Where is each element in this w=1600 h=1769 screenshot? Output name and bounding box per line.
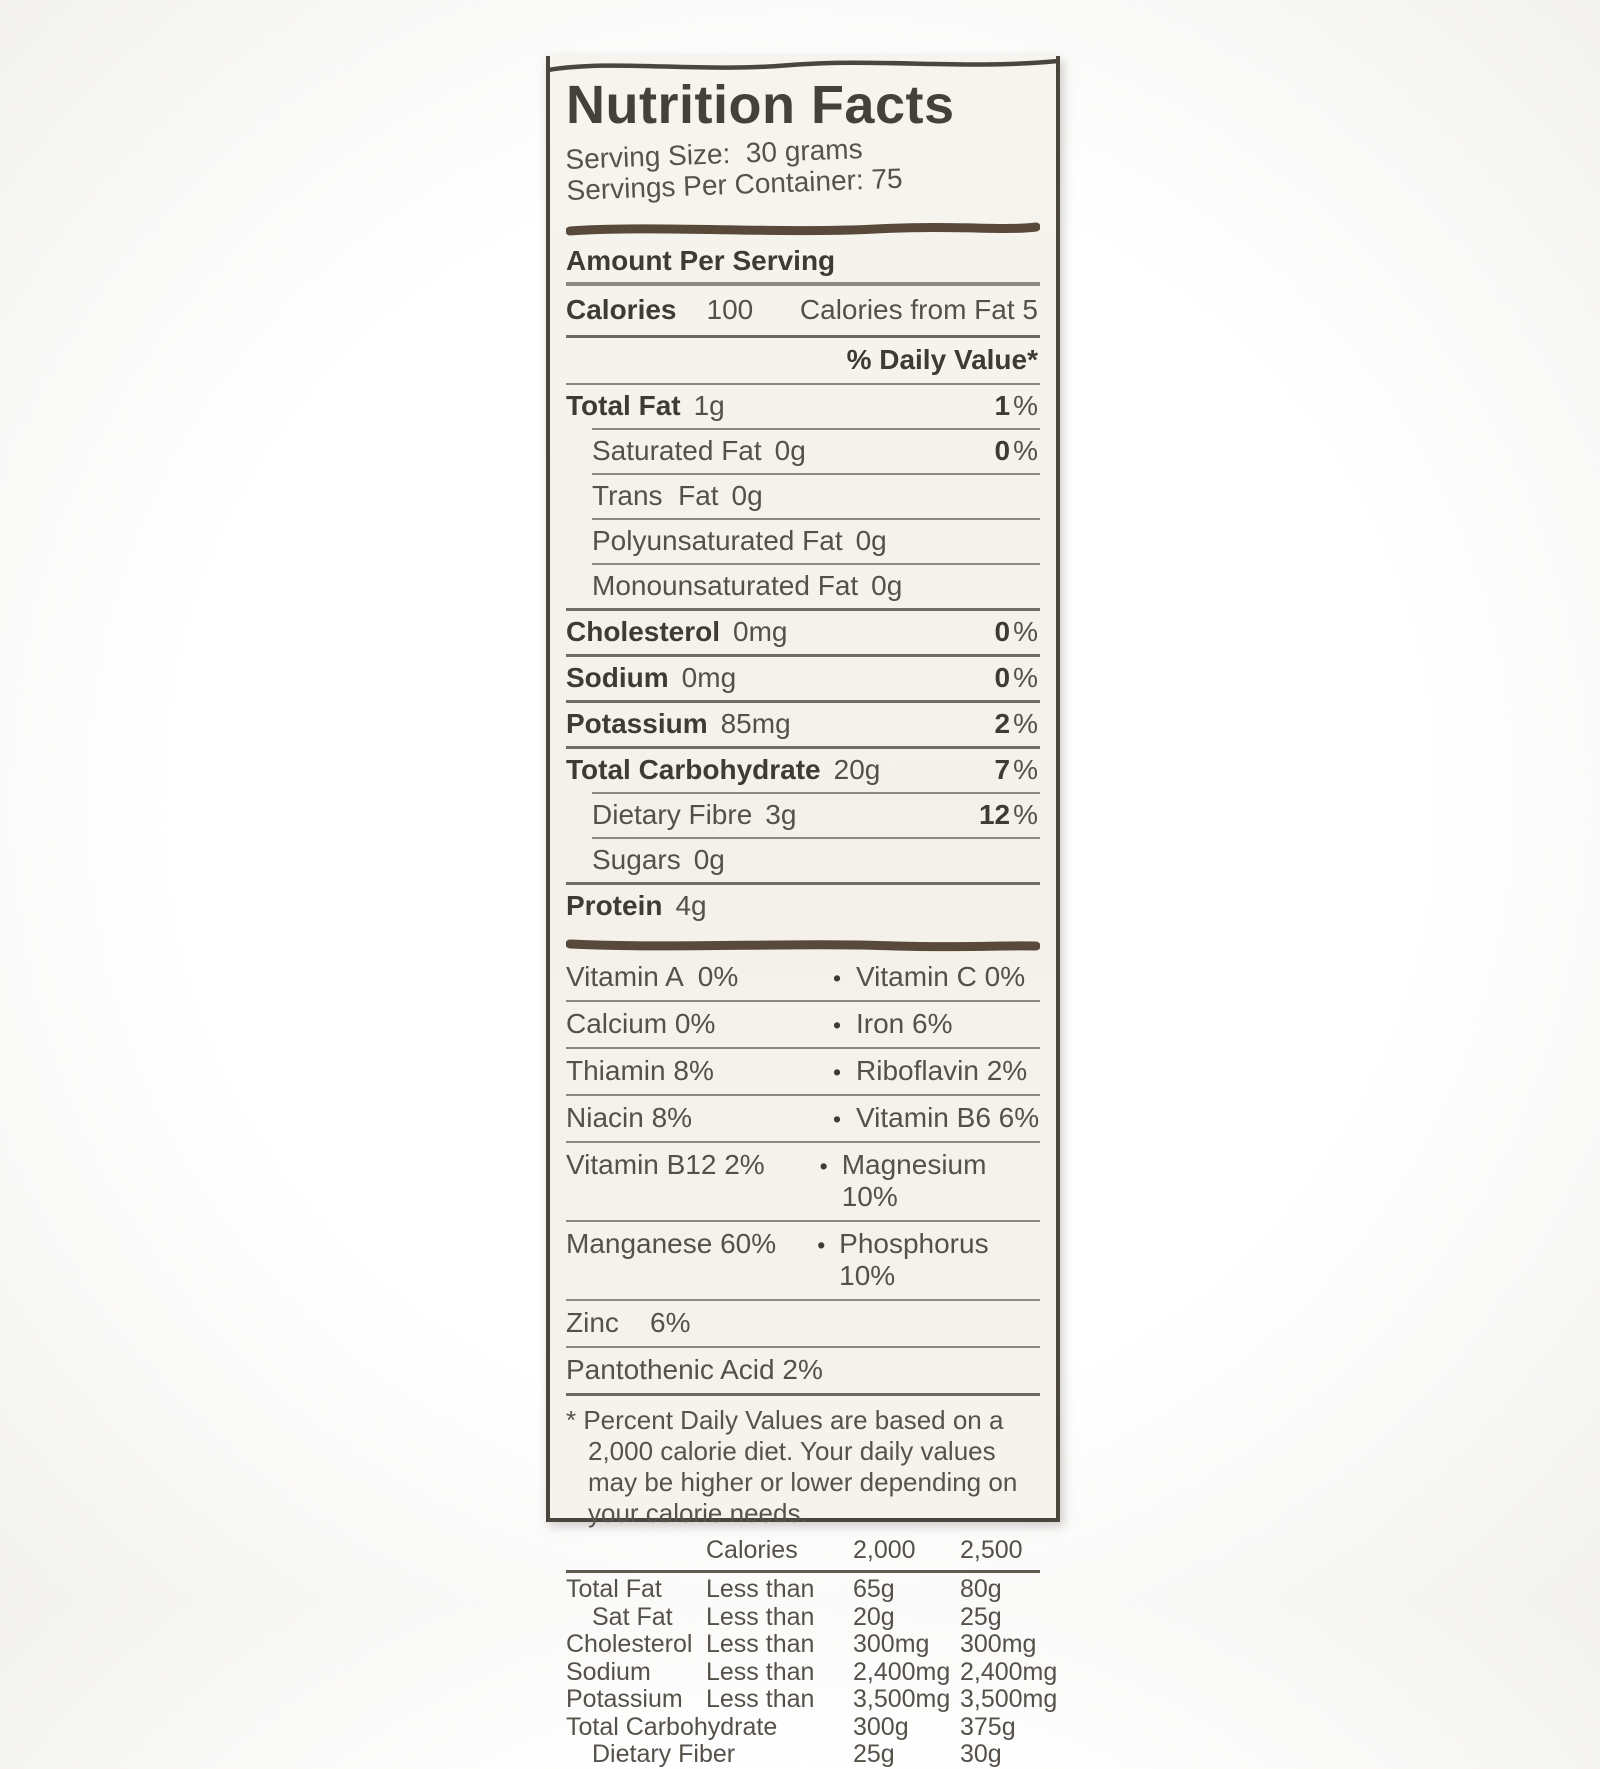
nutrient-name: Protein (566, 890, 663, 921)
nutrient-name: Dietary Fibre (592, 799, 753, 830)
serving-size: Serving Size: 30 grams (564, 133, 864, 175)
nutrient-row-cholesterol (566, 608, 1040, 654)
ref-qualifier: Less than (706, 1602, 815, 1631)
bullet-icon: • (817, 1232, 826, 1258)
ref-name: Total Carbohydrate (566, 1712, 778, 1741)
header-spacer (566, 1536, 706, 1565)
amount-per-serving-heading: Amount Per Serving (566, 245, 836, 276)
ref-2000: 300mg (853, 1630, 930, 1658)
nutrient-row-sodium (566, 654, 1040, 700)
reference-row-dietary-fiber (566, 1741, 1040, 1769)
nutrient-daily-value: 7 % (994, 754, 1038, 785)
vitamin-row (566, 1220, 1040, 1299)
reference-table-header (566, 1533, 1040, 1570)
vitamin-row-zinc: Zinc 6% (566, 1299, 1040, 1346)
nutrient-row-total-carbohydrate (566, 746, 1040, 792)
vitamin-right: Vitamin B6 6% (856, 1102, 1040, 1133)
vitamin-right: Vitamin C 0% (856, 961, 1026, 992)
nutrient-amount: 85mg (720, 708, 791, 739)
nutrient-daily-value: 12 % (978, 799, 1038, 830)
servings-per-container: Servings Per Container: 75 (566, 162, 904, 206)
ref-name: Total Fat (566, 1575, 662, 1603)
header-2000: 2,000 (853, 1536, 916, 1564)
ref-qualifier: Less than (706, 1685, 815, 1713)
vitamin-left: Calcium 0% (566, 1008, 716, 1039)
bullet-icon: • (832, 1106, 842, 1132)
vitamin-right: Phosphorus 10% (839, 1228, 997, 1291)
nutrient-name: Cholesterol (566, 616, 721, 647)
nutrient-row-sugars (592, 837, 1040, 882)
nutrient-amount: 0g (855, 525, 887, 556)
header-2500: 2,500 (960, 1536, 1023, 1564)
vitamin-right: Riboflavin 2% (856, 1055, 1028, 1086)
ref-2000: 2,400mg (853, 1657, 951, 1686)
ref-2000: 65g (853, 1575, 895, 1603)
header-calories: Calories (706, 1536, 798, 1564)
nutrient-name: Potassium (566, 708, 708, 739)
vitamin-left: Vitamin A 0% (566, 961, 739, 992)
nutrient-daily-value: 0 % (994, 616, 1038, 647)
nutrient-row-potassium (566, 700, 1040, 746)
nutrition-facts-label (546, 56, 1060, 1768)
ref-2000: 20g (853, 1602, 895, 1631)
thick-divider-bar (566, 938, 1040, 952)
reference-row-sodium (566, 1657, 1058, 1687)
thick-divider-bar (566, 222, 1040, 236)
nutrient-name: Trans Fat (592, 480, 719, 511)
ref-qualifier: Less than (706, 1657, 815, 1686)
nutrient-daily-value: 0 % (994, 662, 1038, 693)
ref-name: Sat Fat (592, 1602, 673, 1631)
daily-value-header: % Daily Value* (566, 335, 1040, 383)
reference-row-total-fat (566, 1576, 1040, 1604)
ref-qualifier (706, 1741, 853, 1769)
ref-qualifier: Less than (706, 1630, 815, 1658)
nutrient-row-protein (566, 882, 1040, 928)
ref-qualifier (706, 1714, 853, 1742)
ref-2500: 80g (960, 1575, 1002, 1603)
vitamin-row (566, 1000, 1040, 1047)
reference-row-potassium (566, 1685, 1058, 1714)
reference-table (566, 1573, 1058, 1769)
nutrient-name: Sugars (592, 844, 681, 875)
label-top-border (546, 53, 1060, 77)
nutrient-name: Polyunsaturated Fat (592, 525, 843, 556)
bullet-icon: • (832, 1059, 842, 1085)
nutrient-amount: 4g (675, 890, 707, 921)
ref-2000: 25g (853, 1740, 895, 1768)
bullet-icon: • (819, 1153, 828, 1179)
nutrient-amount: 1g (693, 390, 725, 421)
nutrient-daily-value: 2 % (994, 708, 1038, 739)
label-title: Nutrition Facts (566, 75, 955, 135)
calories-from-fat: Calories from Fat 5 (799, 294, 1038, 325)
nutrient-row-total-fat (566, 383, 1040, 428)
nutrient-row-trans-fat (592, 473, 1040, 518)
vitamin-left: Thiamin 8% (566, 1055, 714, 1086)
nutrient-amount: 0mg (733, 616, 788, 647)
vitamin-row (566, 1141, 1040, 1220)
serving-info (565, 127, 1041, 206)
vitamin-row-pantothenic-acid: Pantothenic Acid 2% (566, 1346, 1040, 1393)
reference-row-cholesterol (566, 1631, 1040, 1659)
nutrient-name: Total Fat (566, 390, 681, 421)
ref-2000: 300g (853, 1712, 909, 1741)
nutrient-row-monounsaturated-fat (592, 563, 1040, 608)
vitamin-left: Manganese 60% (566, 1228, 777, 1259)
ref-2500: 375g (960, 1712, 1016, 1741)
nutrient-name: Sodium (566, 662, 669, 693)
vitamin-row (566, 1094, 1040, 1141)
ref-name: Dietary Fiber (592, 1740, 736, 1768)
daily-values-footnote: * Percent Daily Values are based on a 2,000 calorie diet. Your daily values may be higher or lower depending on your calorie needs. (566, 1405, 1018, 1528)
nutrient-name: Monounsaturated Fat (592, 570, 859, 601)
ref-2500: 3,500mg (960, 1685, 1058, 1713)
vitamin-left: Niacin 8% (566, 1102, 693, 1133)
ref-2500: 25g (960, 1602, 1002, 1631)
calories-value: 100 (706, 294, 754, 325)
reference-row-sat-fat (566, 1604, 1040, 1632)
nutrient-name: Saturated Fat (592, 435, 762, 466)
calories-label: Calories (566, 294, 677, 325)
ref-name: Sodium (566, 1657, 651, 1686)
ref-2000: 3,500mg (853, 1685, 951, 1713)
nutrient-amount: 3g (765, 799, 797, 830)
nutrient-row-polyunsaturated-fat (592, 518, 1040, 563)
nutrient-amount: 0g (774, 435, 806, 466)
nutrient-amount: 20g (833, 754, 881, 785)
nutrient-amount: 0mg (681, 662, 737, 693)
vitamin-right: Magnesium 10% (841, 1149, 995, 1212)
nutrient-row-dietary-fibre (592, 792, 1040, 837)
vitamin-left: Vitamin B12 2% (566, 1149, 765, 1180)
bullet-icon: • (832, 1012, 842, 1038)
vitamin-row (566, 1047, 1040, 1094)
bullet-icon: • (832, 965, 842, 991)
ref-2500: 2,400mg (960, 1657, 1058, 1686)
nutrient-row-saturated-fat (592, 428, 1040, 473)
nutrient-amount: 0g (731, 480, 763, 511)
ref-2500: 30g (960, 1740, 1002, 1768)
nutrient-amount: 0g (693, 844, 725, 875)
ref-qualifier: Less than (706, 1575, 815, 1603)
reference-row-total-carbohydrate (566, 1714, 1040, 1742)
nutrient-name: Total Carbohydrate (566, 754, 821, 785)
nutrient-amount: 0g (871, 570, 903, 601)
nutrient-daily-value: 1 % (994, 390, 1038, 421)
vitamin-row (566, 952, 1040, 1000)
ref-2500: 300mg (960, 1630, 1037, 1658)
ref-name: Potassium (566, 1685, 683, 1713)
calories-row (566, 284, 1040, 335)
vitamin-right: Iron 6% (856, 1008, 953, 1039)
nutrient-daily-value: 0 % (994, 435, 1038, 466)
ref-name: Cholesterol (566, 1630, 693, 1658)
